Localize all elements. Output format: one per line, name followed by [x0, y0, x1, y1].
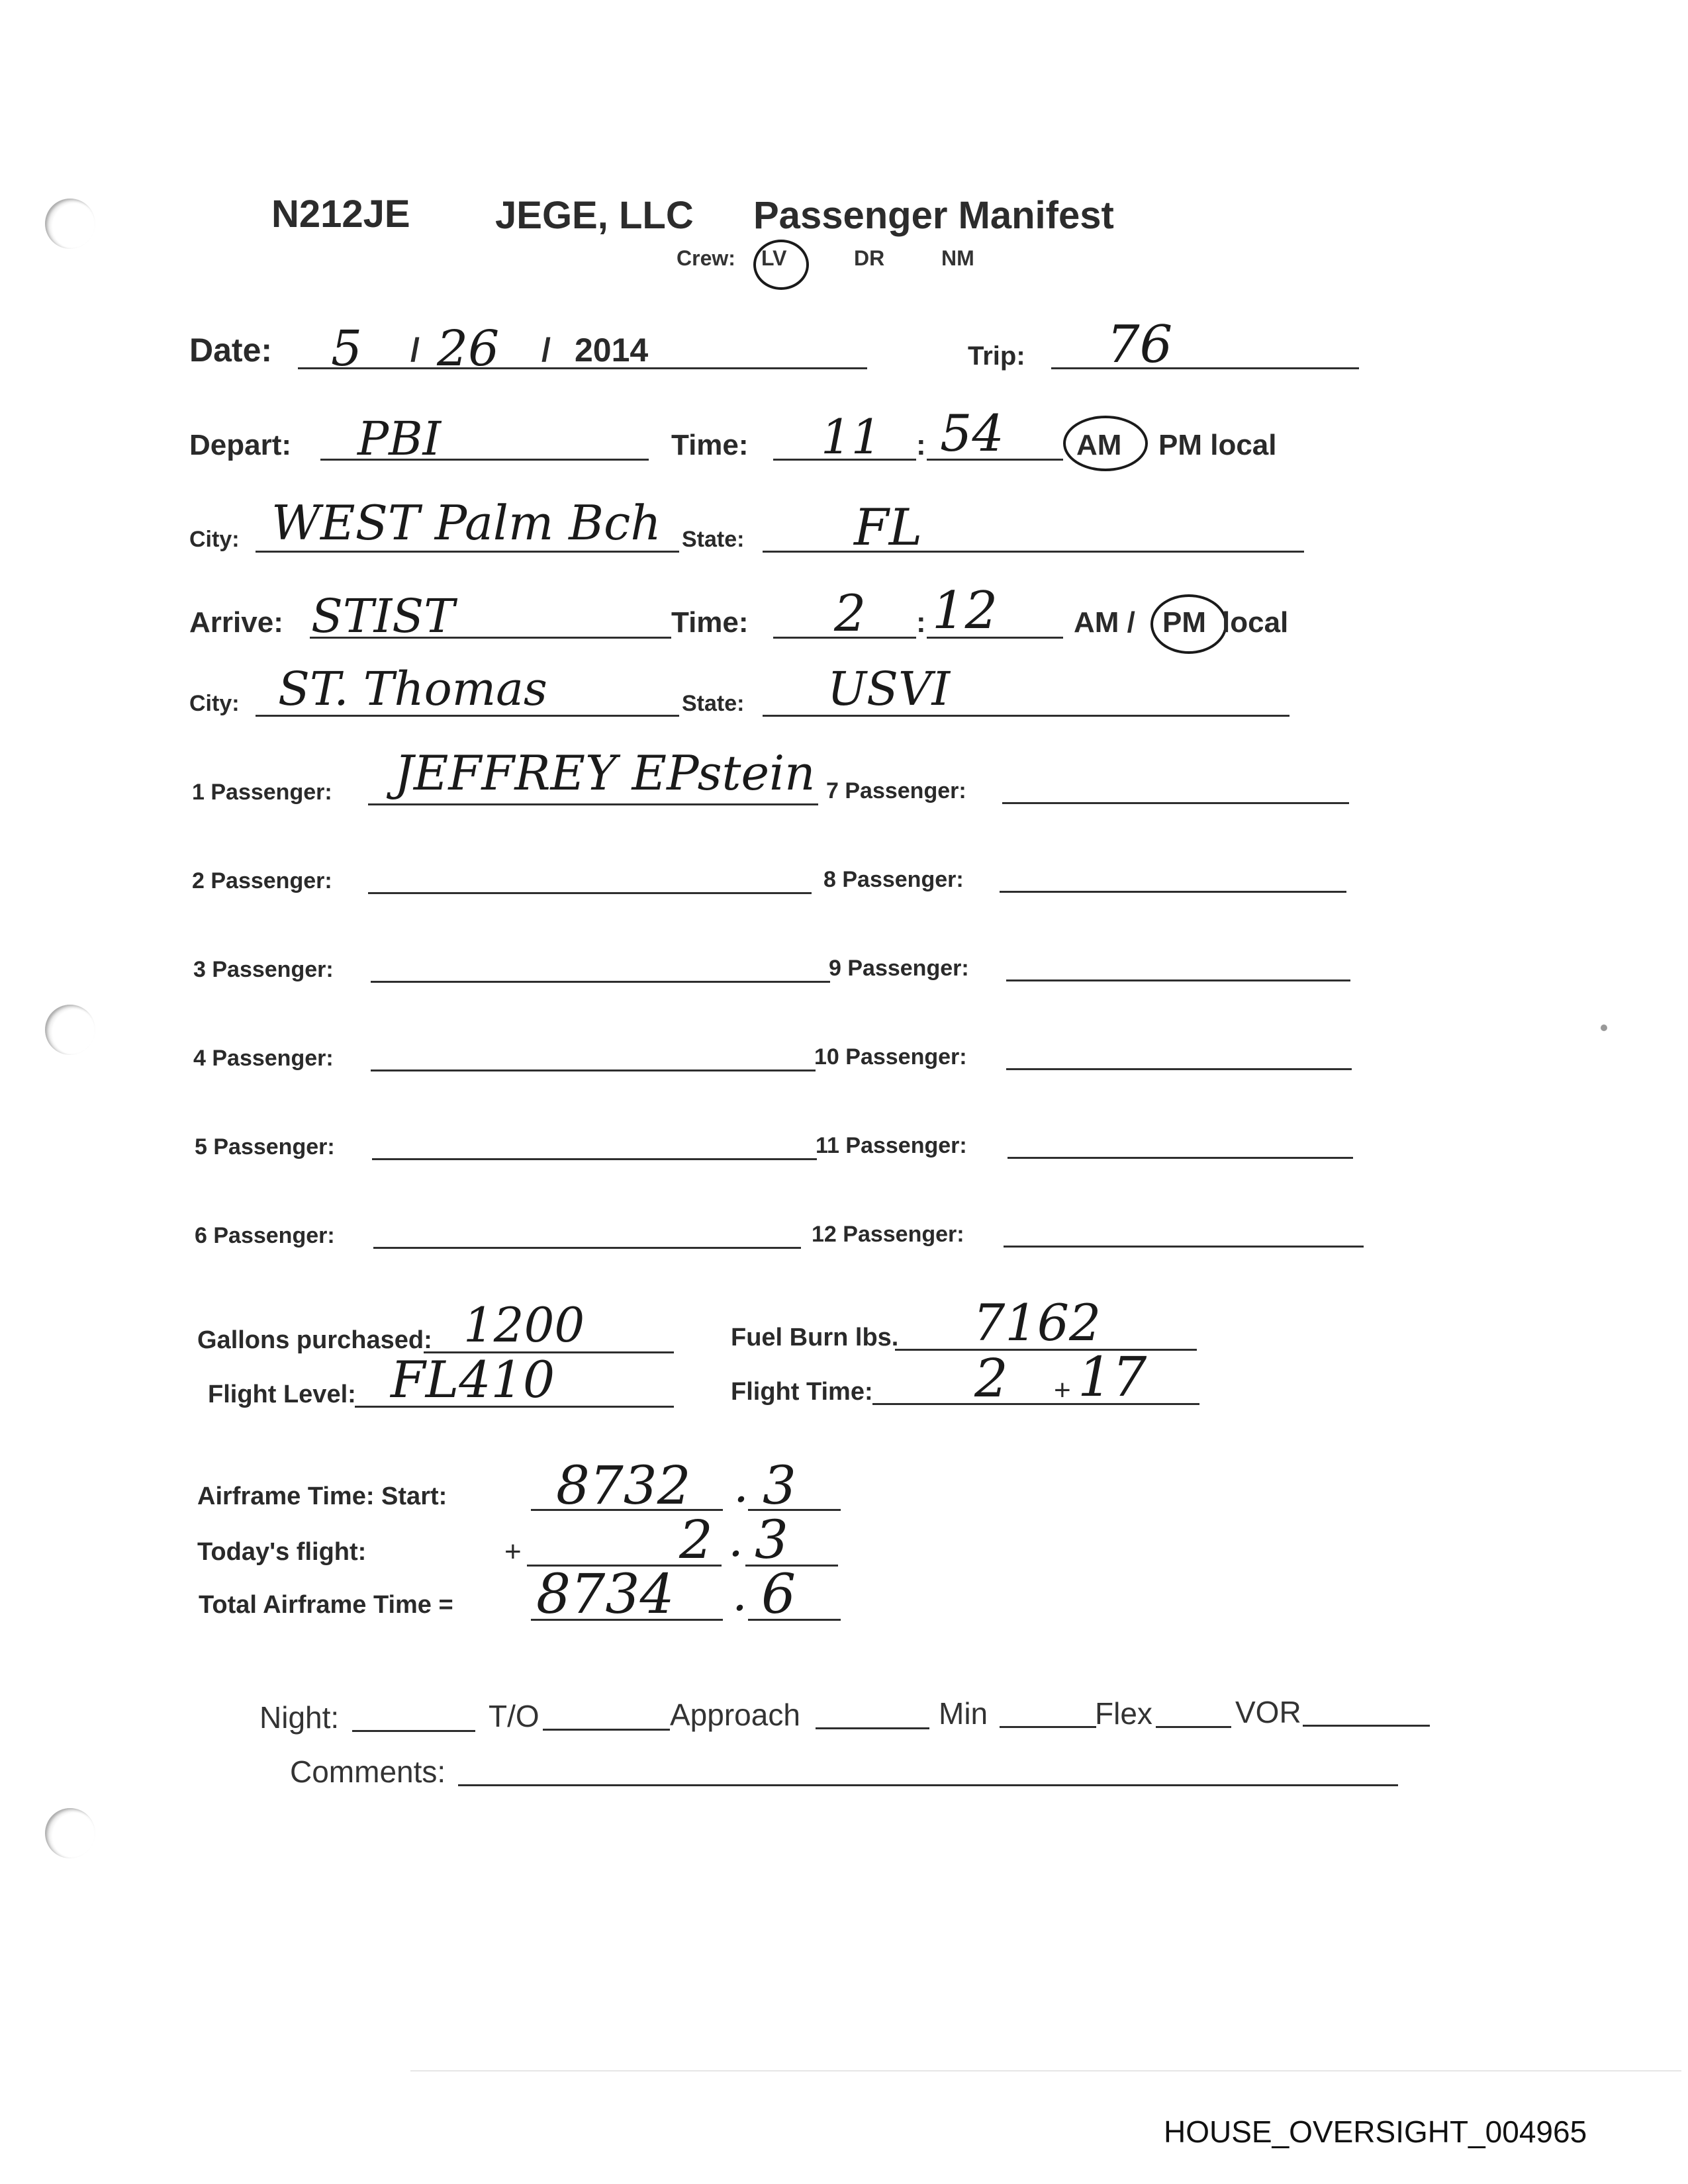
depart-hour: 11	[821, 409, 882, 465]
total-airframe-int: 8734	[536, 1563, 675, 1626]
night-label: Night:	[259, 1700, 340, 1735]
depart-minute: 54	[940, 404, 1004, 463]
flight-level-value: FL410	[391, 1350, 555, 1409]
todays-flight-dot: .	[728, 1512, 743, 1567]
arrive-minute: 12	[932, 581, 998, 641]
passenger-5-line	[372, 1158, 817, 1160]
passenger-11-label: 11 Passenger:	[816, 1133, 967, 1158]
vor-label: VOR	[1235, 1695, 1301, 1729]
passenger-7-label: 7 Passenger:	[826, 778, 966, 803]
approach-label: Approach	[670, 1698, 800, 1732]
depart-am-circle	[1063, 416, 1148, 471]
passenger-6-label: 6 Passenger:	[195, 1223, 335, 1248]
vor-line	[1303, 1725, 1430, 1727]
arrive-label: Arrive:	[189, 606, 283, 639]
depart-state: FL	[854, 498, 923, 557]
passenger-8-line	[1000, 891, 1346, 893]
total-airframe-dot: .	[732, 1566, 747, 1621]
total-airframe-label: Total Airframe Time =	[199, 1591, 453, 1619]
arrive-value: STIST	[311, 589, 455, 643]
depart-colon: :	[916, 429, 926, 461]
depart-time-label: Time:	[671, 429, 749, 461]
date-year: 2014	[575, 332, 649, 369]
airframe-start-dot: .	[733, 1457, 749, 1513]
passenger-9-label: 9 Passenger:	[829, 956, 969, 981]
passenger-7-line	[1002, 802, 1349, 804]
scan-edge	[410, 2070, 1681, 2071]
night-line	[352, 1730, 475, 1732]
flight-level-label: Flight Level:	[208, 1381, 356, 1408]
flight-time-hours: 2	[974, 1347, 1008, 1409]
gallons-value: 1200	[463, 1297, 585, 1353]
depart-pm-local: PM local	[1158, 429, 1277, 461]
arrive-city-label: City:	[189, 691, 240, 716]
company-name: JEGE, LLC	[495, 194, 694, 237]
arrive-hour: 2	[834, 584, 867, 643]
date-label: Date:	[189, 332, 273, 369]
passenger-1-line	[368, 803, 818, 805]
passenger-2-line	[368, 892, 812, 894]
binder-hole-middle	[45, 1005, 95, 1055]
arrive-city: ST. Thomas	[278, 662, 547, 716]
fuel-burn-value: 7162	[973, 1293, 1102, 1352]
trip-label: Trip:	[968, 341, 1025, 371]
comments-label: Comments:	[290, 1754, 446, 1789]
date-month: 5	[331, 320, 363, 377]
tail-number: N212JE	[271, 193, 410, 236]
passenger-11-line	[1008, 1157, 1353, 1159]
passenger-1-label: 1 Passenger:	[192, 780, 332, 805]
date-day: 26	[437, 320, 500, 377]
depart-state-line	[763, 551, 1304, 553]
bates-number: HOUSE_OVERSIGHT_004965	[1164, 2115, 1587, 2149]
crew-lv: LV	[761, 246, 787, 270]
passenger-10-line	[1006, 1068, 1352, 1070]
arrive-state: USVI	[827, 662, 951, 716]
todays-flight-plus: +	[504, 1535, 522, 1568]
passenger-5-label: 5 Passenger:	[195, 1134, 335, 1160]
depart-value: PBI	[357, 412, 442, 466]
passenger-12-label: 12 Passenger:	[812, 1222, 964, 1247]
passenger-4-line	[371, 1069, 816, 1071]
gallons-label: Gallons purchased:	[197, 1326, 432, 1354]
approach-line	[816, 1727, 929, 1729]
passenger-3-label: 3 Passenger:	[193, 957, 334, 982]
todays-flight-dec: 3	[755, 1509, 788, 1570]
crew-lv-circle	[753, 240, 809, 290]
flight-time-label: Flight Time:	[731, 1378, 873, 1406]
arrive-am-sep: AM /	[1074, 606, 1135, 639]
depart-city: WEST Palm Bch	[271, 495, 661, 551]
date-sep-1: /	[410, 332, 420, 369]
depart-state-label: State:	[682, 527, 745, 552]
to-line	[543, 1729, 670, 1731]
airframe-start-dec: 3	[763, 1455, 796, 1516]
passenger-3-line	[371, 981, 830, 983]
flight-time-minutes: 17	[1078, 1346, 1147, 1409]
todays-flight-label: Today's flight:	[197, 1538, 367, 1566]
passenger-8-label: 8 Passenger:	[823, 867, 964, 892]
depart-city-line	[256, 551, 679, 553]
depart-label: Depart:	[189, 429, 292, 461]
arrive-local: local	[1222, 606, 1289, 639]
binder-hole-bottom	[45, 1808, 95, 1858]
arrive-pm: PM	[1162, 606, 1206, 639]
flight-time-plus: +	[1054, 1374, 1071, 1406]
arrive-state-label: State:	[682, 691, 745, 716]
trip-line	[1051, 367, 1359, 369]
flex-line	[1156, 1726, 1231, 1728]
arrive-time-label: Time:	[671, 606, 749, 639]
airframe-start-label: Airframe Time: Start:	[197, 1482, 447, 1510]
todays-flight-int: 2	[679, 1509, 713, 1570]
trip-value: 76	[1107, 315, 1173, 375]
passenger-4-label: 4 Passenger:	[193, 1046, 334, 1071]
flight-time-line	[872, 1403, 1199, 1405]
speck	[1601, 1024, 1607, 1031]
arrive-pm-circle	[1150, 594, 1227, 654]
passenger-6-line	[373, 1247, 801, 1249]
arrive-colon: :	[916, 606, 926, 639]
flex-label: Flex	[1095, 1696, 1152, 1731]
airframe-start-int: 8732	[556, 1455, 691, 1516]
passenger-9-line	[1006, 979, 1350, 981]
crew-label: Crew:	[677, 246, 735, 270]
fuel-burn-label: Fuel Burn lbs.	[731, 1324, 899, 1351]
depart-city-label: City:	[189, 527, 240, 552]
min-line	[1000, 1726, 1096, 1728]
depart-am: AM	[1076, 429, 1122, 461]
crew-nm: NM	[941, 246, 974, 270]
passenger-12-line	[1004, 1246, 1364, 1248]
comments-line	[458, 1784, 1398, 1786]
min-label: Min	[939, 1696, 988, 1731]
to-label: T/O	[489, 1699, 539, 1733]
binder-hole-top	[45, 199, 95, 249]
passenger-2-label: 2 Passenger:	[192, 868, 332, 893]
total-airframe-dec: 6	[761, 1563, 796, 1626]
date-sep-2: /	[541, 332, 551, 369]
form-title: Passenger Manifest	[753, 194, 1114, 237]
crew-dr: DR	[854, 246, 885, 270]
passenger-10-label: 10 Passenger:	[814, 1044, 967, 1069]
passenger-1-name: JEFFREY EPstein	[395, 745, 816, 801]
